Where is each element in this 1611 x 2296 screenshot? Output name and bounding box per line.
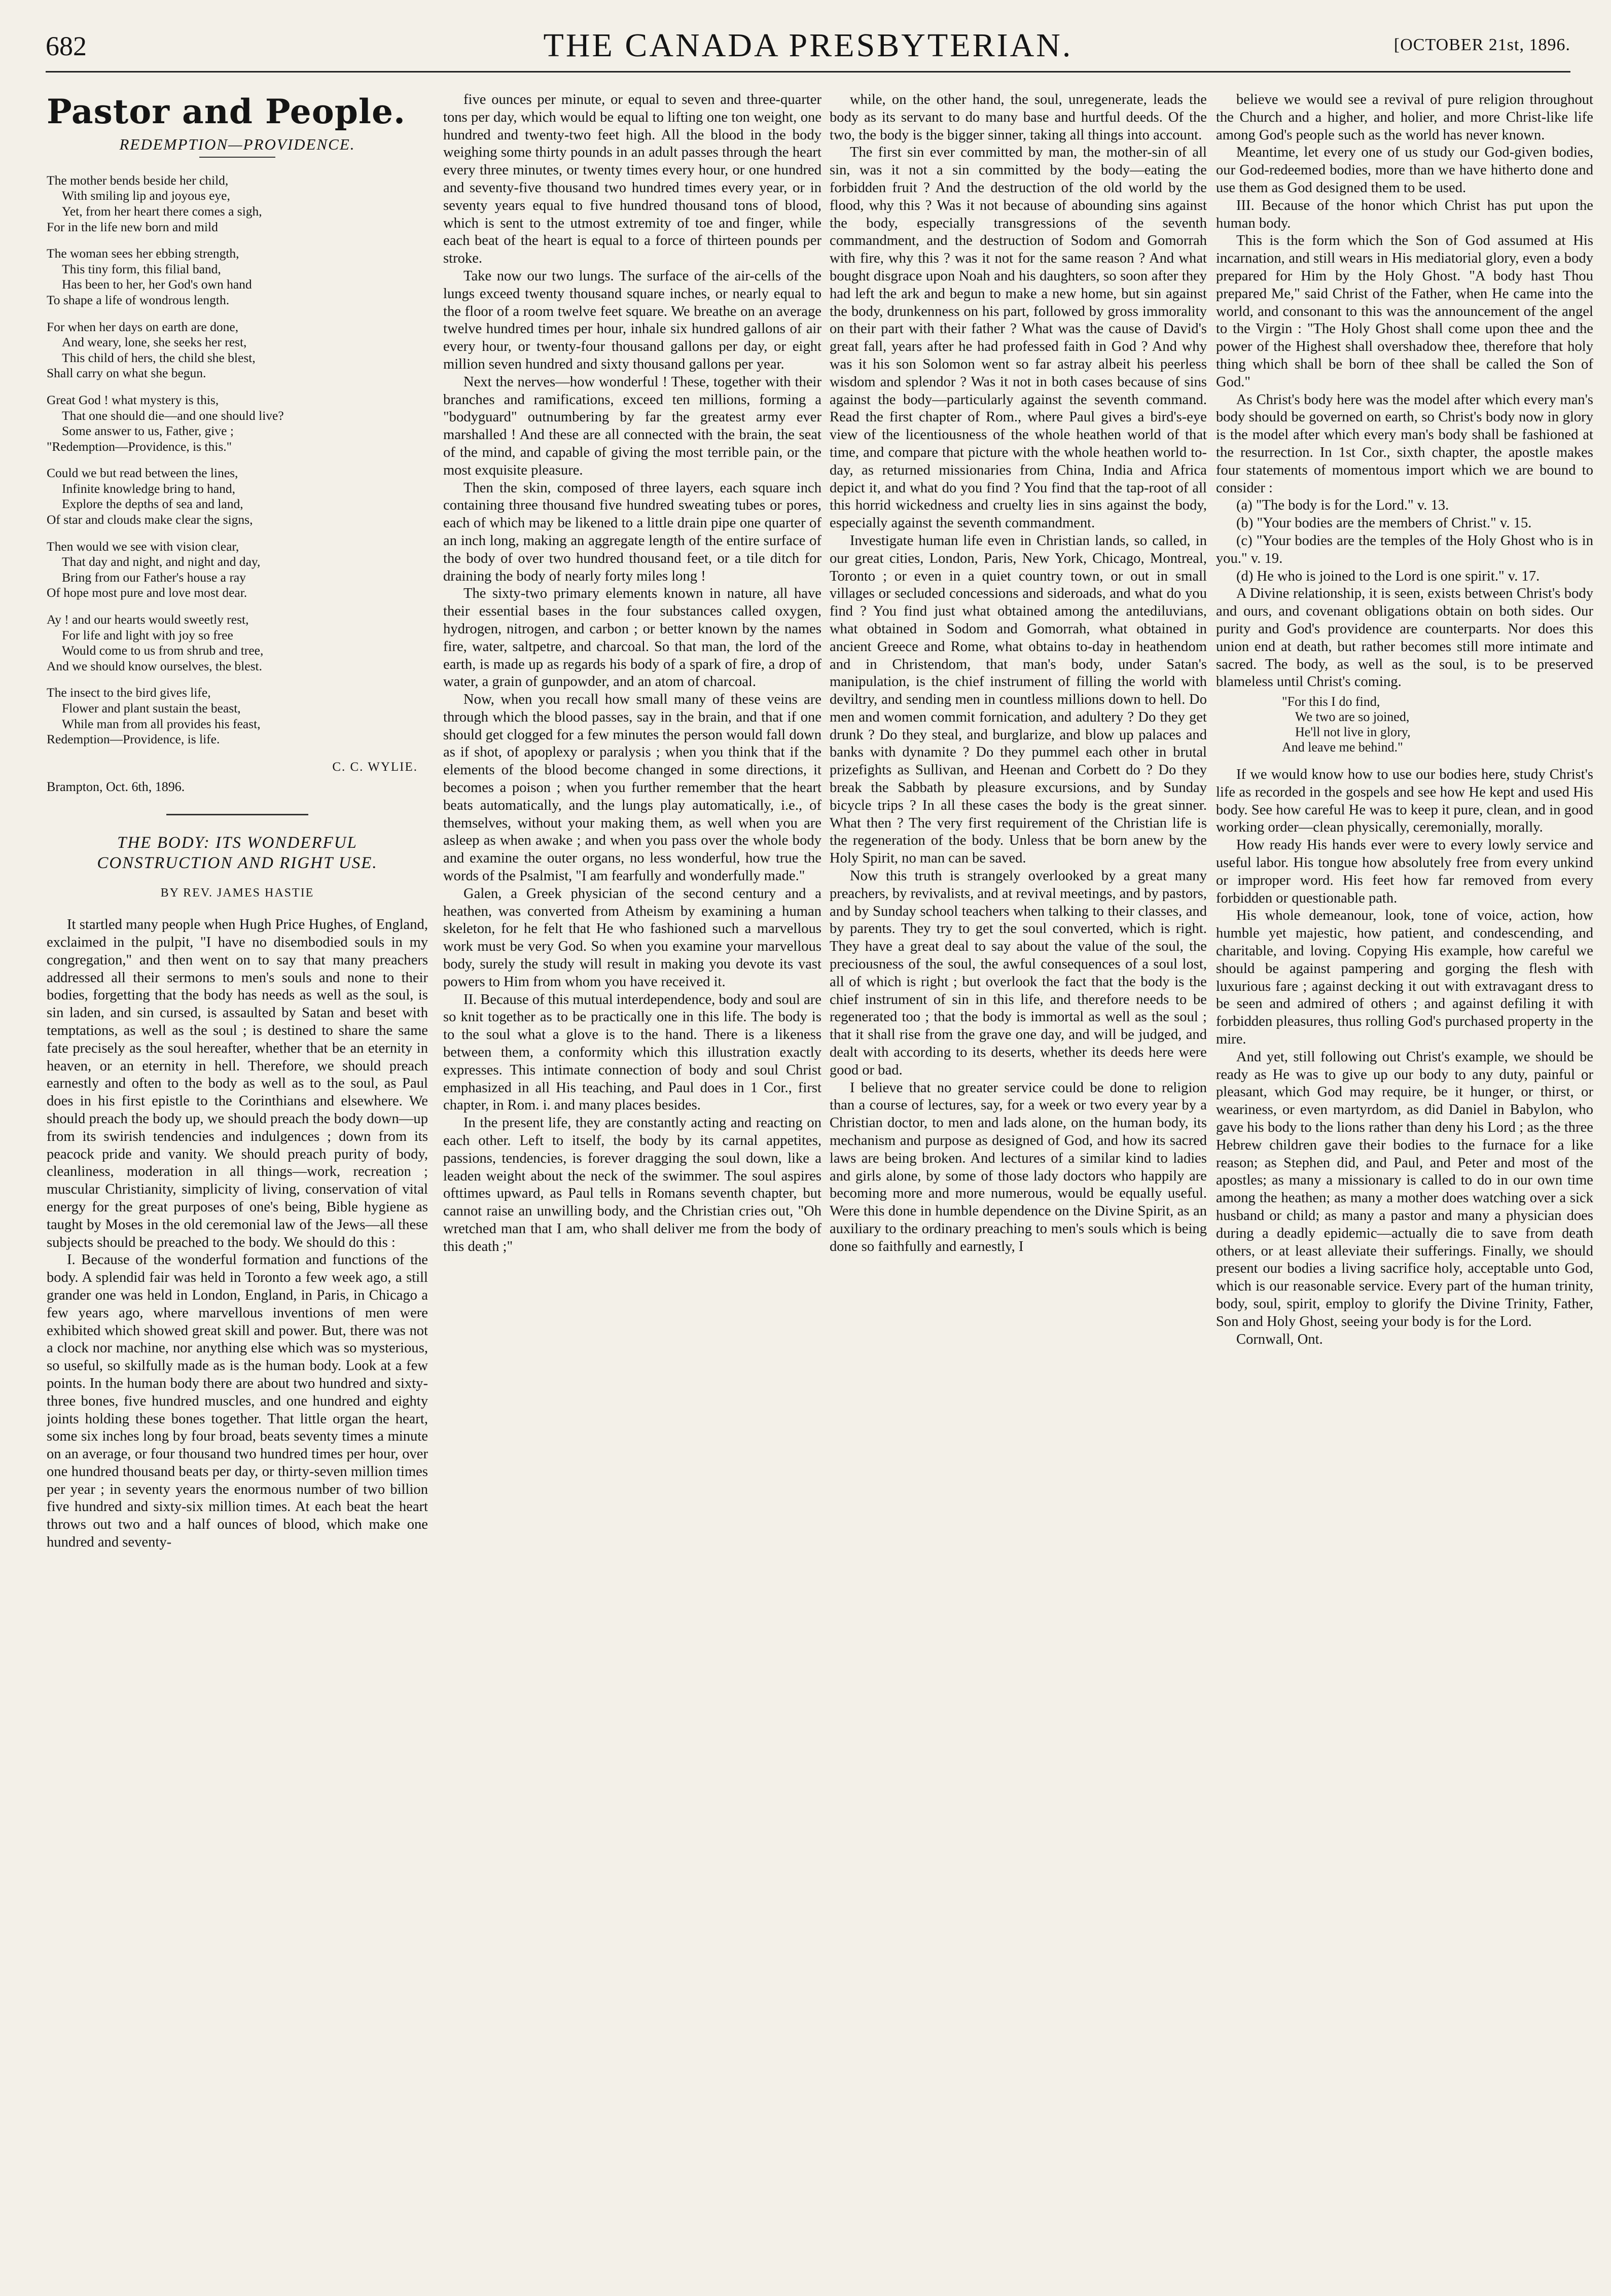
poem-stanza <box>47 392 428 454</box>
column-4-text-a <box>1216 91 1593 691</box>
poem-line: Bring from our Father's house a ray <box>62 569 246 585</box>
paragraph: (d) He who is joined to the Lord is one spirit." v. 17. <box>1236 568 1540 584</box>
issue-date: [OCTOBER 21st, 1896. <box>1393 35 1570 54</box>
paragraph: five ounces per minute, or equal to seven and three-quarter tons per day, which would be equal to lifting one ton weight, one hundred and twenty-two feet high. All the blood in the body weighing some thirty pounds in an adult passes through the heart every three minutes, or twenty times every hour, or one hundred and seventy-five thousand two hundred times every year, or in seventy years equal to five hundred thousand tons of blood, which is sent to the utmost extremity of toe and finger, while each beat of the heart is equal to a force of thirteen pounds per stroke. <box>443 92 821 267</box>
paragraph: Meantime, let every one of us study our God-given bodies, our God-redeemed bodies, more than we have hitherto done and use them as God designed them to be used. <box>1216 145 1593 196</box>
column-3 <box>830 91 1207 2272</box>
poem-line: Explore the depths of sea and land, <box>62 496 243 512</box>
paragraph: I. Because of the wonderful formation and functions of the body. A splendid fair was held in Toronto a few week ago, a still grander one was held in London, England, in Paris, in Chicago a few years ago, where marvellous inventions of men were exhibited which showed great skill and power. But, there was not a clock nor machine, nor anything else which was so mysterious, so useful, so skilfully made as is the human body. Look at a few points. In the human body there are about two hundred and sixty-three bones, five hundred muscles, and one hundred and eighty joints holding these bones together. That little organ the heart, some six inches long by four broad, beats seventy times a minute on an average, or four thousand two hundred times per hour, over one hundred thousand beats per day, or thirty-seven million times per year ; in seventy years the enormous number of two billion five hundred and sixty-six million times. At each beat the heart throws out two and a half ounces of blood, which make one hundred and seventy- <box>47 1252 428 1551</box>
column-3-text <box>830 91 1207 1256</box>
poem-line: Shall carry on what she begun. <box>47 366 206 381</box>
masthead-rule <box>46 71 1570 73</box>
column-2 <box>443 91 821 2272</box>
poem-line: That one should die—and one should live? <box>62 408 284 423</box>
poem-line: While man from all provides his feast, <box>62 716 261 731</box>
section-heading: Pastor and People. <box>47 92 406 131</box>
poem-place-date: Brampton, Oct. 6th, 1896. <box>47 779 185 794</box>
column-2-text <box>443 91 821 1256</box>
poem-line: For when her days on earth are done, <box>47 319 239 334</box>
paragraph: II. Because of this mutual interdependence, body and soul are so knit together as to be practically one in this life. The body is to the soul what a glove is to the hand. There is a likeness between them, a conformity which this illustration exactly expresses. This intimate connection of body and soul Christ emphasized in all His teaching, and Paul does in 1 Cor., first chapter, in Rom. i. and many places besides. <box>443 991 821 1114</box>
poem-stanza <box>47 173 428 235</box>
verse-line: We two are so joined, <box>1295 709 1410 725</box>
paragraph: III. Because of the honor which Christ has put upon the human body. <box>1216 197 1593 231</box>
paragraph: In the present life, they are constantly acting and reacting on each other. Left to itself, the body by its carnal appetites, passions, tendencies, is forever dragging the soul down, like a leaden weight about the neck of the swimmer. The soul aspires ofttimes upward, as Paul tells in Romans seventh chapter, but cannot raise an unwilling body, and the Christian cries out, "Oh wretched man that I am, who shall deliver me from the body of this death ;" <box>443 1115 821 1254</box>
column-4-text-b <box>1216 766 1593 1331</box>
poem-stanza <box>47 246 428 308</box>
column-1 <box>47 91 428 2272</box>
poem-rule <box>199 157 275 158</box>
poem-line: Some answer to us, Father, give ; <box>62 423 234 439</box>
masthead <box>46 26 1570 72</box>
poem-line: Ay ! and our hearts would sweetly rest, <box>47 612 249 627</box>
poem-line: Has been to her, her God's own hand <box>62 277 252 292</box>
paragraph: (c) "Your bodies are the temples of the Holy Ghost who is in you." v. 19. <box>1216 532 1593 566</box>
paragraph: This is the form which the Son of God assumed at His incarnation, and still wears in His mediatorial glory, even a body prepared for Him by the Holy Ghost. "A body hast Thou prepared Me," said Christ of the Father, when He came into the world, and consonant to this was the announcement of the angel to the Virgin : "The Holy Ghost shall come upon thee and the power of the Highest shall overshadow thee, therefore that holy thing which shall be born of thee shall be called the Son of God." <box>1216 233 1593 390</box>
poem-line: Yet, from her heart there comes a sigh, <box>62 203 262 219</box>
poem-line: Of hope most pure and love most dear. <box>47 585 247 600</box>
column-4 <box>1216 91 1593 2272</box>
poem-line: That day and night, and night and day, <box>62 554 261 569</box>
poem-line: And weary, lone, she seeks her rest, <box>62 335 247 350</box>
poem-line: Infinite knowledge bring to hand, <box>62 481 236 496</box>
paragraph: Now this truth is strangely overlooked by a great many preachers, by revivalists, and at revival meetings, and by pastors, and by Sunday school teachers when talking to their classes, and by parents. They try to get the soul converted, which is right. They have a great deal to say about the value of the soul, the preciousness of the soul, the awful consequences of a soul lost, all of which is right ; but overlook the fact that the body is the chief instrument of sin in this life, and therefore needs to be regenerated too ; that the body is immortal as well as the soul ; that it shall rise from the grave one day, and will be judged, and dealt with according to its deserts, whether its deeds here were good or bad. <box>830 868 1207 1078</box>
paragraph: Then the skin, composed of three layers, each square inch containing three thousand five hundred sweating tubes or pores, each of which may be likened to a little drain pipe one quarter of an inch long, making an aggregate length of the entire surface of the body of over two hundred thousand feet, or a tile ditch for draining the body of nearly forty miles long ! <box>443 480 821 584</box>
poem-author: C. C. WYLIE. <box>332 760 418 774</box>
poem-line: Great God ! what mystery is this, <box>47 392 219 407</box>
poem-line: Would come to us from shrub and tree, <box>62 643 264 658</box>
paragraph: Take now our two lungs. The surface of the air-cells of the lungs exceed twenty thousand square inches, or nearly equal to the floor of a room twelve feet square. We breathe on an average twelve hundred times per hour, inhale six hundred gallons of air every hour, or twenty-four thousand gallons per day, or eight million seven hundred and sixty thousand gallons per year. <box>443 268 821 372</box>
poem-line: With smiling lip and joyous eye, <box>62 188 230 203</box>
poem-line: For in the life new born and mild <box>47 219 218 234</box>
verse-line: And leave me behind." <box>1282 740 1403 755</box>
article-byline: BY REV. JAMES HASTIE <box>160 886 314 900</box>
poem-line: Could we but read between the lines, <box>47 465 238 481</box>
paragraph: while, on the other hand, the soul, unregenerate, leads the body as its servant to do many base and hurtful deeds. Of the two, the body is the bigger sinner, taking all things into account. <box>830 92 1207 143</box>
column-1-text <box>47 916 428 1552</box>
paragraph: And yet, still following out Christ's example, we should be ready as He was to give up our body to any duty, painful or pleasant, which God may require, be it hunger, or thirst, or weariness, or even martyrdom, as did Daniel in Babylon, who gave his body to the lions rather than deny his Lord ; as the three Hebrew children gave their bodies to the furnace for a like reason; as Stephen did, and Paul, and Peter and most of the apostles; as many a missionary is called to do in our own time among the heathen; as many a mother does watching over a sick husband or child; as many a pastor and many a physician does during a deadly epidemic—actually die to save from death others, or at least alleviate their sufferings. Finally, we should present our bodies a living sacrifice holy, acceptable unto God, which is our reasonable service. Every part of the human trinity, body, soul, spirit, employ to glorify the Divine Trinity, Father, Son and Holy Ghost, seeing your body is for the Lord. <box>1216 1049 1593 1330</box>
poem-line: To shape a life of wondrous length. <box>47 292 230 307</box>
paragraph: believe we would see a revival of pure religion throughout the Church and a higher, and holier, and more Christ-like life among God's people such as the world has never known. <box>1216 92 1593 143</box>
poem-line: The mother bends beside her child, <box>47 172 229 188</box>
poem-title: REDEMPTION—PROVIDENCE. <box>119 135 355 153</box>
poem-line: The woman sees her ebbing strength, <box>47 246 239 261</box>
poem-line: "Redemption—Providence, is this." <box>47 439 232 454</box>
paragraph: (b) "Your bodies are the members of Christ." v. 15. <box>1236 515 1532 531</box>
poem-line: And we should know ourselves, the blest. <box>47 658 262 673</box>
paragraph: His whole demeanour, look, tone of voice, action, how humble yet majestic, how patient, and condescending, and charitable, and loving. Copying His example, how careful we should be against pampering and gorging the flesh with luxurious fare ; against decking it out with extravagant dress to be seen and admired of others ; and against defiling it with forbidden pleasures, thus rolling God's purchased property in the mire. <box>1216 908 1593 1048</box>
poem-line: Of star and clouds make clear the signs, <box>47 512 253 527</box>
poem-stanza <box>47 319 428 381</box>
article-closing: Cornwall, Ont. <box>1236 1331 1323 1347</box>
paragraph: How ready His hands ever were to every lowly service and useful labor. His tongue how absolutely free from every unkind or improper word. His feet how far removed from every forbidden or questionable path. <box>1216 837 1593 906</box>
verse-line: He'll not live in glory, <box>1295 725 1411 740</box>
paragraph: (a) "The body is for the Lord." v. 13. <box>1236 497 1449 514</box>
poem-stanza <box>47 685 428 747</box>
quoted-verse <box>1282 694 1593 755</box>
paragraph: It startled many people when Hugh Price Hughes, of England, exclaimed in the pulpit, "I have no disembodied souls in my congregation," and then went on to say that many preachers addressed all their sermons to men's souls and none to their bodies, forgetting that the body has needs as well as the soul, is sin laden, and sin cursed, is assaulted by Satan and beset with temptations, as well as the soul ; is destined to share the same fate precisely as the soul hereafter, whether that be an eternity in heaven, or an eternity in hell. Therefore, we should preach earnestly and often to the body as well as to the soul, as Paul does in his first epistle to the Corinthians and elsewhere. We should preach the body up, we should preach the body down—up from its swirish tendencies and indulgences ; down from its peacock pride and vanity. We should preach purity of body, cleanliness, moderation in all things—work, recreation ; muscular Christianity, simplicity of living, conservation of vital energy for the great purposes of one's being, Bible hygiene as taught by Moses in the old ceremonial law of the Jews—all these subjects should be preached to the body. We should do this : <box>47 917 428 1250</box>
poem-stanza <box>47 465 428 527</box>
poem-stanza <box>47 539 428 601</box>
paragraph: The sixty-two primary elements known in nature, all have their essential bases in the four substances called oxygen, hydrogen, nitrogen, and carbon ; or better known by the names fire, water, saltpetre, and charcoal. So that man, the lord of the earth, is made up as regards his body of a spark of fire, a drop of water, a grain of gunpowder, and an atom of charcoal. <box>443 586 821 690</box>
paragraph: Now, when you recall how small many of these veins are through which the blood passes, say in the brain, and that if one should get clogged for a few minutes the person would fall down as if shot, of apoplexy or paralysis ; when you think that if the elements of the blood become changed in some directions, it becomes a poison ; when you further remember that the heart beats automatically, and the lungs play automatically, i.e., of themselves, without your making them, as well when you are asleep as when awake ; and when you pass over the whole body and examine the outer organs, no less wonderful, how true the words of the Psalmist, "I am fearfully and wonderfully made." <box>443 692 821 884</box>
paragraph: I believe that no greater service could be done to religion than a course of lectures, say, for a week or two every year by a Christian doctor, to men and lads alone, on the human body, its mechanism and purpose as designed of God, and how its sacred laws are being broken. And lectures of a similar kind to ladies and girls alone, by some of those lady doctors who happily are becoming more and more numerous, would be equally useful. Were this done in humble dependence on the Divine Spirit, as an auxiliary to the ordinary preaching to men's souls which is being done so faithfully and earnestly, I <box>830 1080 1207 1254</box>
paragraph: A Divine relationship, it is seen, exists between Christ's body and ours, and covenant obligations obtain on both sides. Our purity and God's providence are counterparts. Nor does this union end at death, but rather becomes still more intimate and sacred. The body, as well as the soul, is to be preserved blameless until Christ's coming. <box>1216 586 1593 690</box>
paragraph: Next the nerves—how wonderful ! These, together with their branches and ramifications, exceed ten millions, forming a "bodyguard" outnumbering by far the greatest army ever marshalled ! And these are all connected with the brain, the seat of the mind, and capable of giving the most terrible pain, or the most exquisite pleasure. <box>443 374 821 478</box>
poem-line: Then would we see with vision clear, <box>47 539 239 554</box>
paragraph: Investigate human life even in Christian lands, so called, in our great cities, London, Paris, New York, Chicago, Montreal, Toronto ; or even in a quiet country town, or out in small villages or secluded concessions and sideroads, and what do you find ? You find just what obtained among the antediluvians, what obtained in Sodom and Gomorrah, what obtained in ancient Greece and Rome, what obtains to-day in heathendom and in Christendom, that man's body, under Satan's manipulation, is the chief instrument of filling the world with deviltry, and sending men in countless millions down to hell. Do men and women commit fornication, and adultery ? Do they get drunk ? Do they steal, and burglarize, and blow up palaces and banks with dynamite ? Do they pummel each other in brutal prizefights as Sullivan, and Heenan and Corbett do ? Do they break the Sabbath by pleasure excursions, and by Sunday bicycle trips ? In all these cases the body is the great sinner. What then ? The very first requirement of the Christian life is the regeneration of the body. Unless that be born anew by the Holy Spirit, no man can be saved. <box>830 532 1207 867</box>
article-title: THE BODY: ITS WONDERFUL CONSTRUCTION AND RIGHT USE. <box>97 834 378 873</box>
poem-body <box>47 173 428 747</box>
page-number: 682 <box>46 31 87 61</box>
poem-line: The insect to the bird gives life, <box>47 685 211 700</box>
poem-stanza <box>47 612 428 674</box>
paragraph: As Christ's body here was the model after which every man's body should be governed on earth, so Christ's body now in glory is the model after which every man's body shall be fashioned at the resurrection. In 1st Cor., sixth chapter, the apostle makes four statements of momentous import which we are bound to consider : <box>1216 391 1593 496</box>
poem-line: Flower and plant sustain the beast, <box>62 701 241 716</box>
poem-line: For life and light with joy so free <box>62 627 233 642</box>
poem-line: This tiny form, this filial band, <box>62 261 221 276</box>
poem-line: Redemption—Providence, is life. <box>47 732 220 747</box>
poem-line: This child of hers, the child she blest, <box>62 350 256 365</box>
newspaper-title: THE CANADA PRESBYTERIAN. <box>543 27 1073 64</box>
article-separator <box>166 814 308 815</box>
paragraph: Galen, a Greek physician of the second century and a heathen, was converted from Atheism by examining a human skeleton, for he felt that He who fashioned such a marvellous work must be very God. So when you examine your marvellous body, surely the study will result in making you devote its vast powers to Him from whom you have received it. <box>443 885 821 990</box>
verse-line: "For this I do find, <box>1282 694 1380 709</box>
paragraph: If we would know how to use our bodies here, study Christ's life as recorded in the gospels and see how He kept and used His body. See how careful He was to keep it pure, clean, and in good working order—clean physically, ceremonially, morally. <box>1216 767 1593 836</box>
paragraph: The first sin ever committed by man, the mother-sin of all sin, was it not a sin committed by the body—eating the forbidden fruit ? And the destruction of the old world by the flood, why this ? Was it not because of abounding sins against the body, especially transgressions of the seventh commandment, and the destruction of Sodom and Gomorrah with fire, why this ? was it not for the same reason ? And what bought disgrace upon Noah and his daughters, so soon after they had left the ark and begun to make a new home, but sin against the body, drunkenness on his part, followed by gross immorality on their part with their father ? What was the cause of David's great fall, years after he had professed faith in God ? And why was it his son Solomon went so far astray albeit his peerless wisdom and splendor ? Was it not in both cases because of sins against the body—particularly against the seventh command. Read the first chapter of Rom., where Paul gives a bird's-eye view of the licentiousness of the whole heathen world of that time, and compare that picture with the whole heathen world to-day, as returned missionaries from China, India and Africa depict it, and what do you find ? You find that the tap-root of all this horrid wickedness and cruelty lies in sins against the body, especially against the seventh commandment. <box>830 145 1207 531</box>
